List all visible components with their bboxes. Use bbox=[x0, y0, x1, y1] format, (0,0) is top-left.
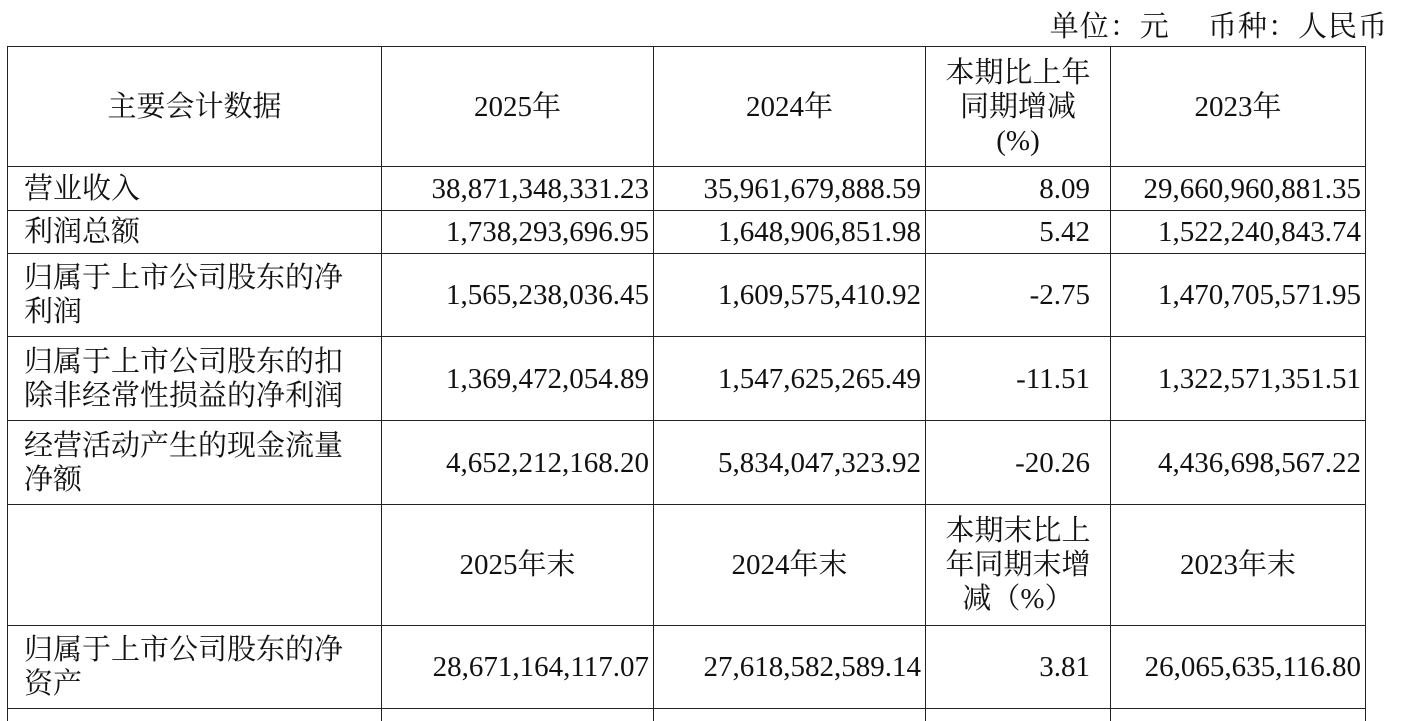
header-2024-end: 2024年末 bbox=[654, 505, 926, 626]
row-label: 利润总额 bbox=[8, 211, 382, 254]
value-2023: 1,470,705,571.95 bbox=[1111, 254, 1366, 337]
value-change: 8.09 bbox=[926, 167, 1111, 211]
table-row bbox=[8, 254, 1366, 337]
value-change: -20.26 bbox=[926, 421, 1111, 505]
header-change-end-line3: 减（%） bbox=[962, 583, 1074, 615]
header-change-line1: 本期比上年 bbox=[945, 56, 1091, 89]
row-label: 经营活动产生的现金流量 净额 bbox=[8, 421, 382, 505]
table-row bbox=[8, 211, 1366, 254]
unit-currency-note: 单位：元 币种：人民币 bbox=[1049, 11, 1388, 43]
header-2025: 2025年 bbox=[382, 47, 654, 167]
header-change-end-line1: 本期末比上 bbox=[945, 515, 1091, 547]
value-2025: 1,565,238,036.45 bbox=[382, 254, 654, 337]
value-2024: 1,609,575,410.92 bbox=[654, 254, 926, 337]
value-2023: 26,065,635,116.80 bbox=[1111, 626, 1366, 709]
header-change bbox=[926, 47, 1111, 167]
header-blank bbox=[8, 505, 382, 626]
table-row bbox=[8, 337, 1366, 421]
value-change: -2.75 bbox=[926, 254, 1111, 337]
key-accounting-data-table bbox=[7, 46, 1366, 721]
table-header-row bbox=[8, 47, 1366, 167]
value-2025: 38,871,348,331.23 bbox=[382, 167, 654, 211]
row-label: 归属于上市公司股东的净 资产 bbox=[8, 626, 382, 709]
value-2024: 1,648,906,851.98 bbox=[654, 211, 926, 254]
table-header-row bbox=[8, 505, 1366, 626]
value-2025: 1,738,293,696.95 bbox=[382, 211, 654, 254]
header-2023: 2023年 bbox=[1111, 47, 1366, 167]
row-label: 营业收入 bbox=[8, 167, 382, 211]
header-change-end bbox=[926, 505, 1111, 626]
value-change: -11.51 bbox=[926, 337, 1111, 421]
header-change-end-line2: 年同期末增 bbox=[945, 549, 1091, 581]
header-2023-end: 2023年末 bbox=[1111, 505, 1366, 626]
header-main-data: 主要会计数据 bbox=[8, 47, 382, 167]
value-2023: 4,436,698,567.22 bbox=[1111, 421, 1366, 505]
table-row bbox=[8, 626, 1366, 709]
table-row bbox=[8, 167, 1366, 211]
header-2025-end: 2025年末 bbox=[382, 505, 654, 626]
value-change: 5.42 bbox=[926, 211, 1111, 254]
value-2024: 35,961,679,888.59 bbox=[654, 167, 926, 211]
table-row bbox=[8, 421, 1366, 505]
value-2024: 27,618,582,589.14 bbox=[654, 626, 926, 709]
header-change-line3: (%) bbox=[996, 124, 1040, 157]
value-2025: 1,369,472,054.89 bbox=[382, 337, 654, 421]
header-change-line2: 同期增减 bbox=[959, 90, 1076, 123]
value-2023: 1,522,240,843.74 bbox=[1111, 211, 1366, 254]
value-2024: 1,547,625,265.49 bbox=[654, 337, 926, 421]
value-2025: 4,652,212,168.20 bbox=[382, 421, 654, 505]
value-change: 3.81 bbox=[926, 626, 1111, 709]
value-2025: 28,671,164,117.07 bbox=[382, 626, 654, 709]
value-2023: 1,322,571,351.51 bbox=[1111, 337, 1366, 421]
header-2024: 2024年 bbox=[654, 47, 926, 167]
row-label: 归属于上市公司股东的净 利润 bbox=[8, 254, 382, 337]
value-2023: 29,660,960,881.35 bbox=[1111, 167, 1366, 211]
value-2024: 5,834,047,323.92 bbox=[654, 421, 926, 505]
row-label: 归属于上市公司股东的扣 除非经常性损益的净利润 bbox=[8, 337, 382, 421]
